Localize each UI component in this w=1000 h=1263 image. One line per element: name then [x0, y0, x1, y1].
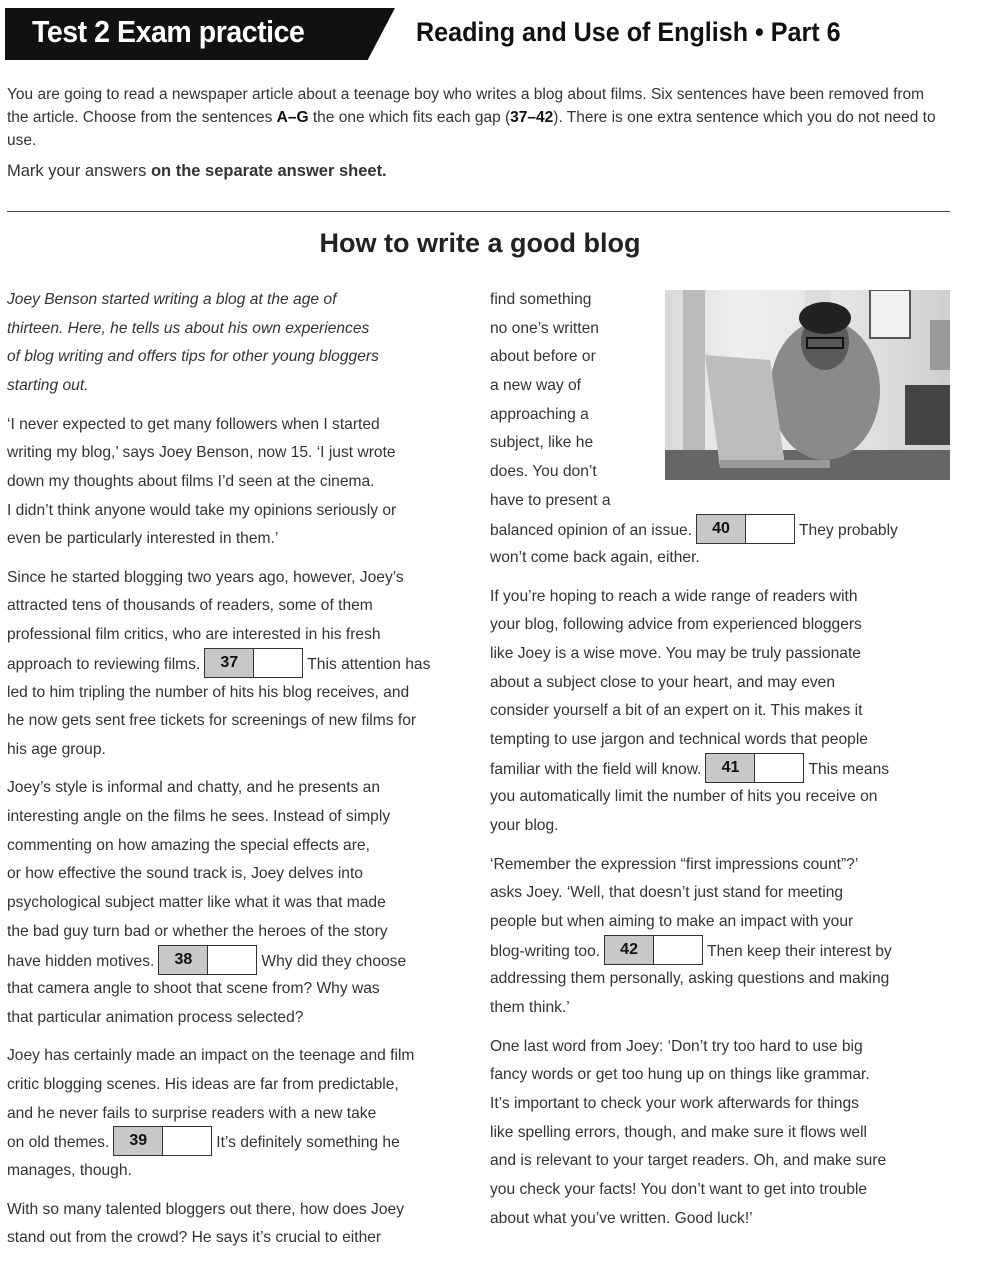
text-line: even be particularly interested in them.’ [7, 530, 279, 548]
instructions-text: ). There is one extra sentence which you do not need to use. [7, 109, 936, 149]
text-line: them think.’ [490, 999, 570, 1017]
mark-text: Mark your answers [7, 162, 151, 180]
instructions-gaps: 37–42 [510, 109, 554, 126]
article-paragraph [490, 583, 955, 841]
text-line: about a subject close to your heart, and may even [490, 673, 836, 691]
article-paragraph [7, 411, 477, 554]
text-line: does. You don’t [490, 463, 597, 481]
instructions-text: You are going to read a newspaper article about a teenage boy who writes a blog about films. Six sentences have been removed from the article. Choose from the sentences [7, 86, 925, 126]
text-line: of blog writing and offers tips for other young bloggers [7, 348, 379, 366]
text-line: psychological subject matter like what it was that made [7, 894, 386, 912]
text-before-gap: balanced opinion of an issue. [490, 521, 693, 539]
article-paragraph [490, 851, 955, 1023]
mark-bold: on the separate answer sheet. [150, 162, 387, 180]
text-line [7, 650, 477, 679]
text-line: critic blogging scenes. His ideas are far from predictable, [7, 1076, 399, 1094]
text-line: a new way of [490, 377, 582, 395]
answer-gap-39 [113, 1126, 212, 1156]
text-line: professional film critics, who are interested in his fresh [7, 626, 381, 644]
answer-gap-40 [696, 514, 795, 544]
text-line: about before or [490, 348, 596, 366]
gap-number: 42 [605, 936, 654, 964]
text-line: addressing them personally, asking questions and making [490, 970, 890, 988]
answer-gap-41 [705, 753, 804, 783]
answer-box[interactable] [654, 936, 702, 964]
text-line: It’s important to check your work afterwards for things [490, 1094, 859, 1112]
text-line: you check your facts! You don’t want to get into trouble [490, 1181, 868, 1199]
text-line: or how effective the sound track is, Joey delves into [7, 865, 363, 883]
text-line: thirteen. Here, he tells us about his own experiences [7, 319, 370, 337]
text-line: he now gets sent free tickets for screenings of new films for [7, 712, 417, 730]
text-line: and he never fails to surprise readers with a new take [7, 1104, 377, 1122]
text-line [490, 755, 955, 784]
article-right-column [490, 286, 955, 1243]
text-line: your blog, following advice from experienced bloggers [490, 616, 862, 634]
article-paragraph [7, 774, 477, 1032]
text-line: you automatically limit the number of hits you receive on [490, 788, 878, 806]
text-line: starting out. [7, 377, 89, 395]
answer-gap-37 [204, 648, 303, 678]
article-title: How to write a good blog [319, 228, 641, 258]
text-line: down my thoughts about films I’d seen at the cinema. [7, 472, 375, 490]
text-line: Joey Benson started writing a blog at the age of [7, 291, 337, 308]
text-after-gap: Why did they choose [261, 952, 407, 970]
gap-number: 38 [159, 946, 208, 974]
answer-box[interactable] [254, 649, 302, 677]
text-line: writing my blog,’ says Joey Benson, now 15. ‘I just wrote [7, 444, 396, 462]
text-line: won’t come back again, either. [490, 549, 700, 567]
text-line [490, 937, 955, 966]
text-line [7, 1128, 477, 1157]
text-line: Joey’s style is informal and chatty, and he presents an [7, 779, 381, 797]
text-line: his age group. [7, 740, 106, 758]
text-line: led to him tripling the number of hits his blog receives, and [7, 683, 410, 701]
text-line: people but when aiming to make an impact with your [490, 913, 854, 931]
answer-box[interactable] [163, 1127, 211, 1155]
text-before-gap: have hidden motives. [7, 952, 155, 970]
article-paragraph [7, 1042, 477, 1185]
article-paragraph [490, 286, 955, 573]
text-line: approaching a [490, 405, 589, 423]
text-line: interesting angle on the films he sees. Instead of simply [7, 808, 391, 826]
text-line: commenting on how amazing the special effects are, [7, 836, 370, 854]
answer-box[interactable] [755, 754, 803, 782]
instructions-text: the one which fits each gap ( [308, 109, 511, 126]
text-line: If you’re hoping to reach a wide range of readers with [490, 587, 858, 605]
text-line: that particular animation process selected? [7, 1008, 304, 1026]
gap-number: 41 [706, 754, 755, 782]
text-line: consider yourself a bit of an expert on it. This makes it [490, 702, 863, 720]
text-before-gap: on old themes. [7, 1134, 110, 1152]
text-after-gap: It’s definitely something he [216, 1134, 400, 1152]
text-after-gap: This attention has [307, 655, 431, 673]
text-line: your blog. [490, 817, 559, 835]
instructions [7, 83, 947, 152]
text-line: ‘Remember the expression “first impressions count”?’ [490, 855, 859, 873]
answer-gap-38 [158, 945, 257, 975]
gap-number: 37 [205, 649, 254, 677]
text-after-gap: Then keep their interest by [707, 942, 892, 960]
text-line: that camera angle to shoot that scene from? Why was [7, 980, 380, 998]
article-paragraph [490, 1033, 955, 1234]
text-before-gap: familiar with the field will know. [490, 760, 702, 778]
text-line: like Joey is a wise move. You may be truly passionate [490, 645, 861, 663]
text-line: no one’s written [490, 319, 599, 337]
gap-number: 39 [114, 1127, 163, 1155]
text-line: tempting to use jargon and technical words that people [490, 731, 868, 749]
text-line: Since he started blogging two years ago, however, Joey’s [7, 568, 404, 586]
text-line: about what you’ve written. Good luck!’ [490, 1209, 753, 1227]
text-line: stand out from the crowd? He says it’s crucial to either [7, 1229, 382, 1247]
test-label: Test 2 Exam practice [32, 14, 305, 49]
text-line: One last word from Joey: ‘Don’t try too hard to use big [490, 1037, 863, 1055]
text-line: fancy words or get too hung up on things like grammar. [490, 1066, 870, 1084]
text-before-gap: blog-writing too. [490, 942, 601, 960]
article-paragraph [7, 564, 477, 765]
text-line: like spelling errors, though, and make sure it flows well [490, 1123, 868, 1141]
section-label: Reading and Use of English • Part 6 [416, 17, 841, 47]
instructions-range: A–G [276, 109, 309, 126]
text-line: manages, though. [7, 1162, 132, 1180]
text-after-gap: They probably [799, 521, 898, 539]
article-paragraph [7, 1196, 477, 1253]
text-line: the bad guy turn bad or whether the heroes of the story [7, 922, 388, 940]
text-line: have to present a [490, 491, 611, 509]
text-line: asks Joey. ‘Well, that doesn’t just stand for meeting [490, 884, 844, 902]
text-before-gap: approach to reviewing films. [7, 655, 201, 673]
answer-box[interactable] [746, 515, 794, 543]
text-line: attracted tens of thousands of readers, some of them [7, 597, 373, 615]
text-line: With so many talented bloggers out there, how does Joey [7, 1200, 405, 1218]
text-after-gap: This means [808, 760, 890, 778]
divider [7, 211, 950, 212]
answer-gap-42 [604, 935, 703, 965]
text-line: find something [490, 291, 592, 308]
text-line: and is relevant to your target readers. Oh, and make sure [490, 1152, 887, 1170]
article-intro [7, 286, 477, 401]
text-line [490, 516, 955, 545]
gap-number: 40 [697, 515, 746, 543]
article-left-column [7, 286, 477, 1263]
text-line: subject, like he [490, 434, 594, 452]
answer-box[interactable] [208, 946, 256, 974]
text-line: Joey has certainly made an impact on the teenage and film [7, 1047, 415, 1065]
text-line: I didn’t think anyone would take my opinions seriously or [7, 501, 397, 519]
text-line: ‘I never expected to get many followers when I started [7, 415, 380, 433]
text-line [7, 947, 477, 976]
mark-answers-note [7, 162, 387, 181]
